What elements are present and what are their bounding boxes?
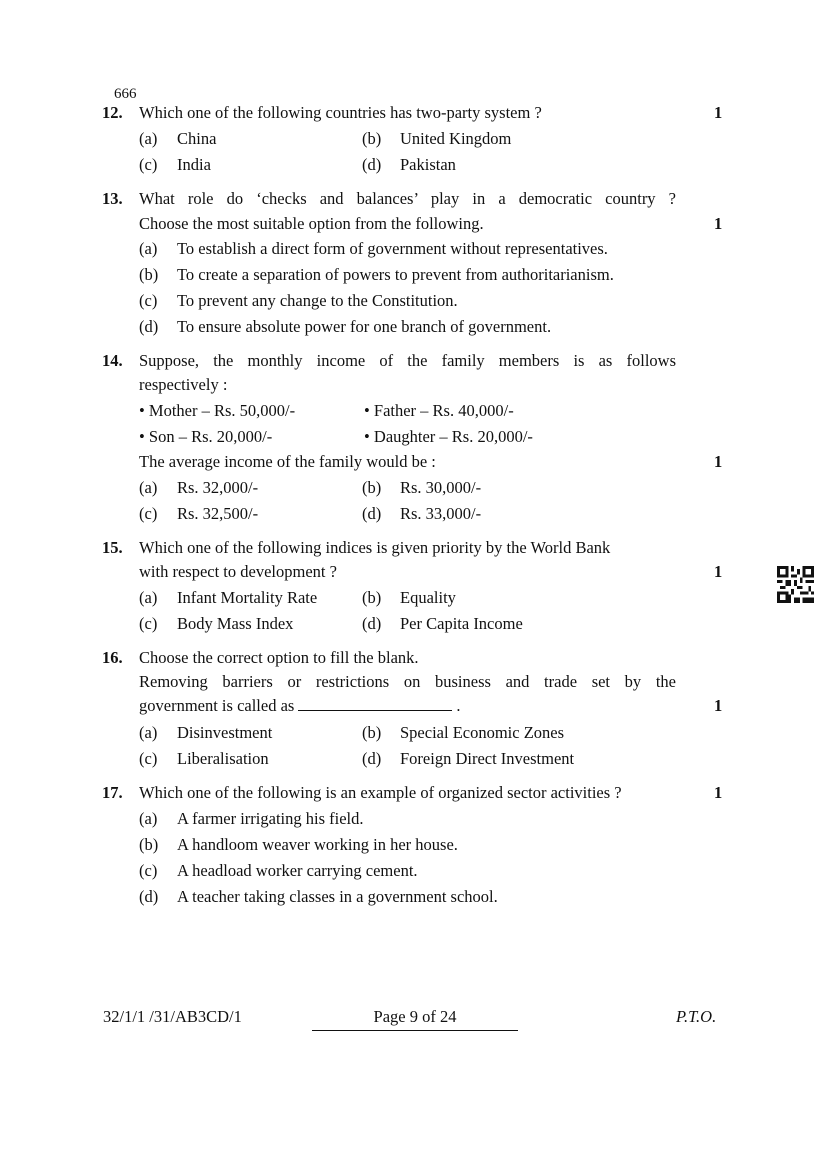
option-label: (a) (139, 239, 158, 258)
marks: 1 (714, 562, 723, 581)
question-stem-line-2: Choose the most suitable option from the following. (139, 214, 484, 233)
option-text: To create a separation of powers to prevent from authoritarianism. (177, 265, 614, 284)
option-text: India (177, 155, 211, 174)
option-text: Foreign Direct Investment (400, 749, 575, 768)
option-c (139, 504, 258, 524)
option-text: Body Mass Index (177, 614, 294, 633)
question-number: 17. (102, 783, 123, 802)
question-stem-line-3 (139, 696, 460, 716)
question-stem: Removing barriers or restrictions on business and trade set by the (139, 672, 676, 691)
question-stem: Which one of the following indices is given priority by the World Bank (139, 538, 611, 557)
option-text: Disinvestment (177, 723, 273, 742)
option-text: Rs. 32,000/- (177, 478, 259, 497)
fill-in-blank (298, 696, 452, 711)
option-a (139, 239, 608, 259)
income-son: • Son – Rs. 20,000/- (139, 427, 273, 446)
page-number: Page 9 of 24 (312, 1007, 518, 1031)
option-d (362, 749, 574, 769)
option-text: Infant Mortality Rate (177, 588, 318, 607)
question-instruction: Choose the correct option to fill the blank. (139, 648, 419, 667)
stem-period: . (456, 696, 461, 715)
qr-code-icon (776, 566, 815, 603)
option-b (362, 129, 511, 149)
question-stem: Suppose, the monthly income of the family members is as follows (139, 351, 676, 370)
question-number: 12. (102, 103, 123, 122)
question-line: The average income of the family would be : (139, 452, 436, 471)
option-text: A teacher taking classes in a government school. (177, 887, 498, 906)
option-b (139, 265, 614, 285)
option-text: Rs. 32,500/- (177, 504, 259, 523)
option-label: (a) (139, 588, 158, 607)
option-label: (d) (362, 749, 382, 768)
question-number: 15. (102, 538, 123, 557)
option-label: (a) (139, 129, 158, 148)
option-a (139, 809, 364, 829)
option-label: (b) (139, 835, 159, 854)
marks: 1 (714, 103, 723, 122)
option-label: (b) (362, 723, 382, 742)
marks: 1 (714, 214, 723, 233)
option-label: (d) (139, 887, 159, 906)
option-text: To establish a direct form of government without representatives. (177, 239, 608, 258)
income-mother: • Mother – Rs. 50,000/- (139, 401, 296, 420)
option-text: Rs. 33,000/- (400, 504, 482, 523)
option-label: (b) (362, 129, 382, 148)
option-d (139, 317, 551, 337)
option-a (139, 723, 272, 743)
option-d (139, 887, 498, 907)
option-label: (d) (362, 155, 382, 174)
question-number: 16. (102, 648, 123, 667)
option-text: Equality (400, 588, 456, 607)
option-c (139, 614, 293, 634)
option-c (139, 155, 211, 175)
option-label: (d) (362, 614, 382, 633)
option-b (362, 588, 456, 608)
question-stem: Which one of the following is an example of organized sector activities ? (139, 783, 622, 802)
page-code: 666 (114, 86, 137, 102)
marks: 1 (714, 452, 723, 471)
question-stem-line-2: respectively : (139, 375, 228, 394)
option-label: (a) (139, 809, 158, 828)
paper-code: 32/1/1 /31/AB3CD/1 (103, 1007, 242, 1026)
option-c (139, 749, 269, 769)
please-turn-over: P.T.O. (676, 1007, 717, 1026)
option-label: (c) (139, 155, 158, 174)
question-stem: What role do ‘checks and balances’ play in a democratic country ? (139, 189, 676, 208)
stem-text: government is called as (139, 696, 295, 715)
option-label: (c) (139, 614, 158, 633)
option-label: (b) (362, 478, 382, 497)
option-d (362, 155, 456, 175)
question-number: 13. (102, 189, 123, 208)
question-stem-line-2: with respect to development ? (139, 562, 337, 581)
marks: 1 (714, 783, 723, 802)
income-daughter: • Daughter – Rs. 20,000/- (364, 427, 533, 446)
option-label: (b) (139, 265, 159, 284)
option-label: (d) (139, 317, 159, 336)
option-text: To prevent any change to the Constitution. (177, 291, 458, 310)
question-number: 14. (102, 351, 123, 370)
option-label: (a) (139, 723, 158, 742)
option-d (362, 504, 481, 524)
option-text: To ensure absolute power for one branch of government. (177, 317, 552, 336)
option-label: (c) (139, 291, 158, 310)
option-label: (c) (139, 504, 158, 523)
option-a (139, 129, 216, 149)
option-b (139, 835, 458, 855)
option-text: Special Economic Zones (400, 723, 565, 742)
option-b (362, 478, 481, 498)
option-label: (b) (362, 588, 382, 607)
option-a (139, 478, 258, 498)
option-text: Rs. 30,000/- (400, 478, 482, 497)
option-text: A farmer irrigating his field. (177, 809, 364, 828)
option-label: (c) (139, 749, 158, 768)
option-a (139, 588, 317, 608)
option-c (139, 291, 458, 311)
option-text: Per Capita Income (400, 614, 523, 633)
question-stem: Which one of the following countries has two-party system ? (139, 103, 542, 122)
option-d (362, 614, 523, 634)
option-text: Liberalisation (177, 749, 269, 768)
option-text: United Kingdom (400, 129, 512, 148)
option-b (362, 723, 564, 743)
marks: 1 (714, 696, 723, 715)
option-label: (d) (362, 504, 382, 523)
option-text: Pakistan (400, 155, 456, 174)
option-text: A headload worker carrying cement. (177, 861, 418, 880)
option-label: (c) (139, 861, 158, 880)
option-text: A handloom weaver working in her house. (177, 835, 458, 854)
option-label: (a) (139, 478, 158, 497)
income-father: • Father – Rs. 40,000/- (364, 401, 514, 420)
option-text: China (177, 129, 217, 148)
option-c (139, 861, 418, 881)
